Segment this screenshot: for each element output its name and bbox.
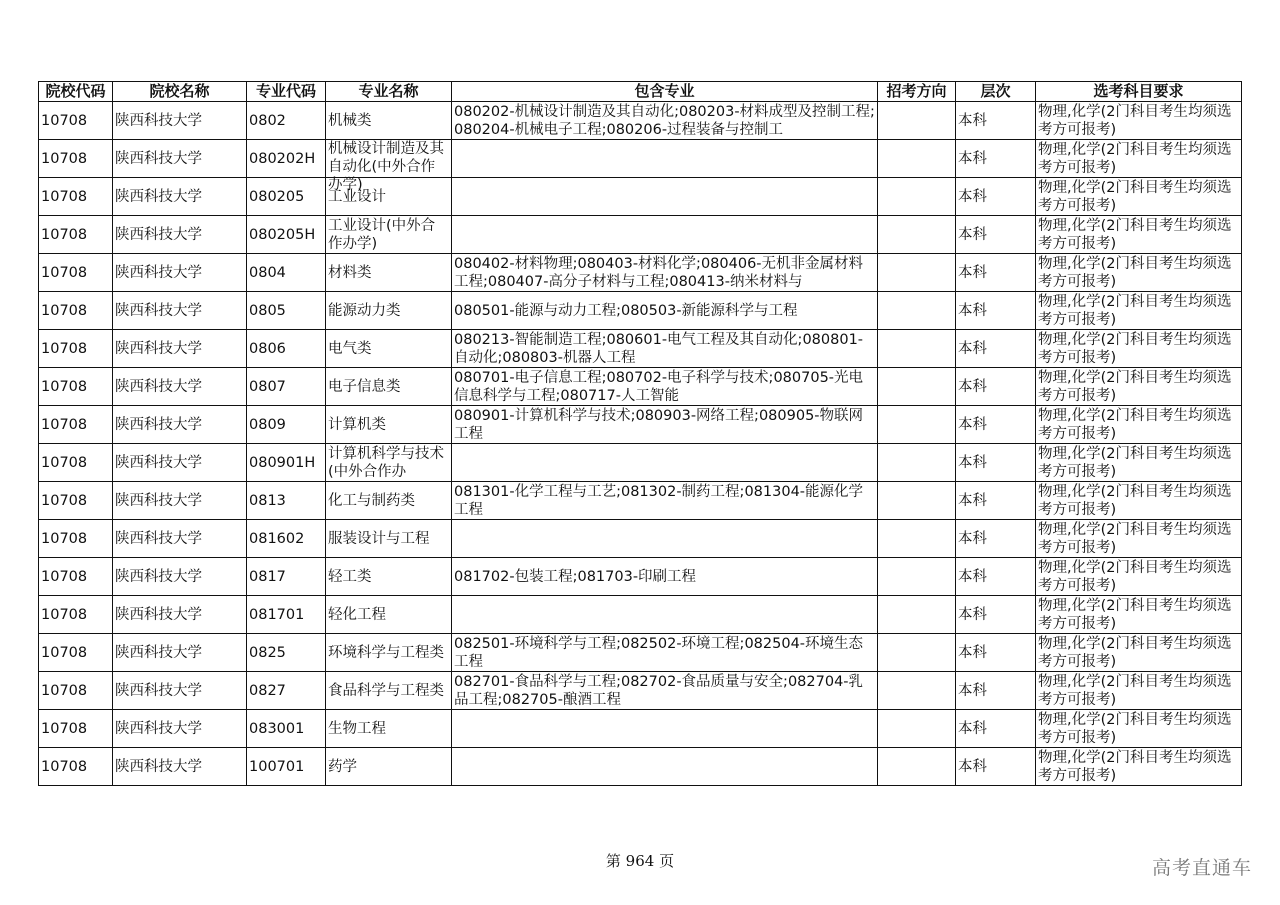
school-code-text: 10708 (41, 682, 88, 699)
major-name-text: 药学 (328, 758, 357, 775)
major-name-text: 轻工类 (328, 568, 372, 585)
school-code-text: 10708 (41, 112, 88, 129)
major-name-text: 材料类 (328, 264, 372, 281)
major-name-text: 生物工程 (328, 720, 386, 737)
included-majors-text: 082701-食品科学与工程;082702-食品质量与安全;082704-乳品工程;082705-酿酒工程 (454, 673, 864, 708)
major-name-text: 电子信息类 (328, 378, 401, 395)
subject-requirement-text: 物理,化学(2门科目考生均须选考方可报考) (1038, 597, 1232, 632)
direction-cell (878, 748, 956, 786)
school-name-cell (113, 178, 247, 216)
major-name-cell (326, 596, 452, 634)
level-cell (956, 634, 1036, 672)
school-code-text: 10708 (41, 226, 88, 243)
included-majors-cell (452, 748, 878, 786)
school-name-cell (113, 710, 247, 748)
school-code-cell (39, 102, 113, 140)
school-name-text: 陕西科技大学 (115, 568, 202, 585)
major-code-cell (247, 558, 326, 596)
school-code-text: 10708 (41, 606, 88, 623)
major-code-text: 0817 (249, 568, 286, 585)
school-name-cell (113, 216, 247, 254)
subject-requirement-text: 物理,化学(2门科目考生均须选考方可报考) (1038, 293, 1232, 328)
included-majors-cell (452, 672, 878, 710)
subject-requirement-cell (1036, 444, 1242, 482)
school-code-cell (39, 748, 113, 786)
school-code-cell (39, 482, 113, 520)
school-code-text: 10708 (41, 340, 88, 357)
level-text: 本科 (958, 188, 987, 205)
table-row (39, 520, 1242, 558)
school-name-text: 陕西科技大学 (115, 530, 202, 547)
subject-requirement-text: 物理,化学(2门科目考生均须选考方可报考) (1038, 179, 1232, 214)
subject-requirement-cell (1036, 254, 1242, 292)
subject-requirement-cell (1036, 330, 1242, 368)
page-number: 第 964 页 (605, 852, 675, 870)
included-majors-cell (452, 520, 878, 558)
subject-requirement-text: 物理,化学(2门科目考生均须选考方可报考) (1038, 369, 1232, 404)
school-name-text: 陕西科技大学 (115, 302, 202, 319)
subject-requirement-cell (1036, 216, 1242, 254)
level-text: 本科 (958, 644, 987, 661)
school-code-cell (39, 558, 113, 596)
school-code-text: 10708 (41, 530, 88, 547)
subject-requirement-text: 物理,化学(2门科目考生均须选考方可报考) (1038, 103, 1232, 138)
school-code-cell (39, 520, 113, 558)
major-code-text: 0806 (249, 340, 286, 357)
included-majors-text: 081702-包装工程;081703-印刷工程 (454, 568, 697, 585)
school-name-cell (113, 672, 247, 710)
school-name-text: 陕西科技大学 (115, 682, 202, 699)
table-body (39, 102, 1242, 786)
direction-cell (878, 178, 956, 216)
subject-requirement-text: 物理,化学(2门科目考生均须选考方可报考) (1038, 559, 1232, 594)
direction-cell (878, 672, 956, 710)
major-code-cell (247, 444, 326, 482)
major-name-cell (326, 558, 452, 596)
level-text: 本科 (958, 150, 987, 167)
subject-requirement-cell (1036, 634, 1242, 672)
school-name-cell (113, 140, 247, 178)
major-name-cell (326, 406, 452, 444)
major-name-cell (326, 520, 452, 558)
subject-requirement-cell (1036, 368, 1242, 406)
direction-cell (878, 254, 956, 292)
school-code-cell (39, 178, 113, 216)
level-cell (956, 748, 1036, 786)
table-row (39, 634, 1242, 672)
header-subject-requirement: 选考科目要求 (1036, 82, 1242, 102)
school-name-cell (113, 254, 247, 292)
major-code-cell (247, 102, 326, 140)
school-code-text: 10708 (41, 150, 88, 167)
subject-requirement-cell (1036, 672, 1242, 710)
major-name-cell (326, 444, 452, 482)
subject-requirement-cell (1036, 406, 1242, 444)
school-code-text: 10708 (41, 264, 88, 281)
major-code-cell (247, 596, 326, 634)
major-code-text: 0827 (249, 682, 286, 699)
major-name-cell (326, 368, 452, 406)
table-row (39, 672, 1242, 710)
level-cell (956, 482, 1036, 520)
major-name-text: 计算机类 (328, 416, 386, 433)
major-code-text: 0804 (249, 264, 286, 281)
major-name-text: 工业设计 (328, 188, 386, 205)
included-majors-cell (452, 216, 878, 254)
direction-cell (878, 406, 956, 444)
major-code-cell (247, 330, 326, 368)
major-code-cell (247, 254, 326, 292)
major-code-text: 100701 (249, 758, 305, 775)
school-code-text: 10708 (41, 454, 88, 471)
school-code-cell (39, 140, 113, 178)
included-majors-cell (452, 596, 878, 634)
included-majors-cell (452, 368, 878, 406)
major-name-text: 化工与制药类 (328, 492, 415, 509)
level-text: 本科 (958, 226, 987, 243)
school-code-text: 10708 (41, 188, 88, 205)
level-text: 本科 (958, 530, 987, 547)
included-majors-text: 080501-能源与动力工程;080503-新能源科学与工程 (454, 302, 798, 319)
table-row (39, 596, 1242, 634)
direction-cell (878, 292, 956, 330)
subject-requirement-text: 物理,化学(2门科目考生均须选考方可报考) (1038, 711, 1232, 746)
table-row (39, 482, 1242, 520)
direction-cell (878, 634, 956, 672)
school-code-cell (39, 368, 113, 406)
level-cell (956, 710, 1036, 748)
school-name-text: 陕西科技大学 (115, 378, 202, 395)
school-name-cell (113, 634, 247, 672)
included-majors-cell (452, 178, 878, 216)
subject-requirement-cell (1036, 520, 1242, 558)
included-majors-text: 080402-材料物理;080403-材料化学;080406-无机非金属材料工程;080407-高分子材料与工程;080413-纳米材料与 (454, 255, 864, 290)
table-row (39, 292, 1242, 330)
level-text: 本科 (958, 302, 987, 319)
level-cell (956, 406, 1036, 444)
school-code-cell (39, 254, 113, 292)
major-name-text: 服装设计与工程 (328, 530, 430, 547)
school-code-cell (39, 672, 113, 710)
major-name-cell (326, 140, 452, 193)
major-name-text: 机械类 (328, 112, 372, 129)
major-code-text: 0825 (249, 644, 286, 661)
table-row (39, 748, 1242, 786)
level-text: 本科 (958, 454, 987, 471)
school-name-cell (113, 368, 247, 406)
major-code-text: 080901H (249, 454, 316, 471)
included-majors-cell (452, 254, 878, 292)
included-majors-text: 080202-机械设计制造及其自动化;080203-材料成型及控制工程;080204-机械电子工程;080206-过程装备与控制工 (454, 103, 875, 138)
major-code-cell (247, 520, 326, 558)
school-name-text: 陕西科技大学 (115, 644, 202, 661)
subject-requirement-cell (1036, 482, 1242, 520)
major-code-cell (247, 368, 326, 406)
direction-cell (878, 102, 956, 140)
major-code-cell (247, 292, 326, 330)
school-code-text: 10708 (41, 758, 88, 775)
included-majors-cell (452, 102, 878, 140)
major-code-cell (247, 406, 326, 444)
subject-requirement-text: 物理,化学(2门科目考生均须选考方可报考) (1038, 445, 1232, 480)
included-majors-cell (452, 482, 878, 520)
major-code-text: 080202H (249, 150, 316, 167)
major-name-cell (326, 216, 452, 254)
major-code-cell (247, 482, 326, 520)
major-code-cell (247, 634, 326, 672)
school-name-cell (113, 520, 247, 558)
major-name-cell (326, 710, 452, 748)
subject-requirement-cell (1036, 178, 1242, 216)
table-row (39, 710, 1242, 748)
level-cell (956, 444, 1036, 482)
watermark-text: 高考直通车 (1151, 857, 1252, 879)
school-name-cell (113, 482, 247, 520)
admissions-table (38, 81, 1242, 786)
school-code-text: 10708 (41, 644, 88, 661)
level-text: 本科 (958, 264, 987, 281)
subject-requirement-text: 物理,化学(2门科目考生均须选考方可报考) (1038, 749, 1232, 784)
major-name-cell (326, 672, 452, 710)
school-code-cell (39, 216, 113, 254)
subject-requirement-cell (1036, 102, 1242, 140)
major-code-cell (247, 178, 326, 216)
included-majors-cell (452, 558, 878, 596)
major-name-cell (326, 748, 452, 786)
subject-requirement-text: 物理,化学(2门科目考生均须选考方可报考) (1038, 217, 1232, 252)
school-name-text: 陕西科技大学 (115, 416, 202, 433)
table-row (39, 254, 1242, 292)
major-name-cell (326, 330, 452, 368)
level-cell (956, 520, 1036, 558)
level-cell (956, 368, 1036, 406)
direction-cell (878, 216, 956, 254)
major-name-text: 食品科学与工程类 (328, 682, 444, 699)
major-code-text: 080205H (249, 226, 316, 243)
included-majors-cell (452, 634, 878, 672)
school-code-cell (39, 292, 113, 330)
major-name-text: 环境科学与工程类 (328, 644, 444, 661)
school-code-text: 10708 (41, 378, 88, 395)
subject-requirement-text: 物理,化学(2门科目考生均须选考方可报考) (1038, 483, 1232, 518)
major-name-text: 电气类 (328, 340, 372, 357)
included-majors-cell (452, 710, 878, 748)
major-name-text: 轻化工程 (328, 606, 386, 623)
subject-requirement-cell (1036, 748, 1242, 786)
header-major-code: 专业代码 (247, 82, 326, 102)
major-code-cell (247, 216, 326, 254)
level-cell (956, 558, 1036, 596)
level-cell (956, 216, 1036, 254)
level-text: 本科 (958, 378, 987, 395)
level-text: 本科 (958, 720, 987, 737)
table-row (39, 216, 1242, 254)
subject-requirement-text: 物理,化学(2门科目考生均须选考方可报考) (1038, 407, 1232, 442)
school-name-text: 陕西科技大学 (115, 606, 202, 623)
school-name-text: 陕西科技大学 (115, 226, 202, 243)
major-name-text: 能源动力类 (328, 302, 401, 319)
subject-requirement-cell (1036, 596, 1242, 634)
header-level: 层次 (956, 82, 1036, 102)
major-name-cell (326, 102, 452, 140)
major-name-cell (326, 482, 452, 520)
major-code-text: 0809 (249, 416, 286, 433)
school-name-cell (113, 292, 247, 330)
major-code-cell (247, 710, 326, 748)
table-row (39, 330, 1242, 368)
subject-requirement-cell (1036, 292, 1242, 330)
subject-requirement-text: 物理,化学(2门科目考生均须选考方可报考) (1038, 141, 1232, 176)
school-name-text: 陕西科技大学 (115, 758, 202, 775)
school-name-text: 陕西科技大学 (115, 720, 202, 737)
table-row (39, 368, 1242, 406)
table-row (39, 406, 1242, 444)
school-name-text: 陕西科技大学 (115, 264, 202, 281)
school-name-text: 陕西科技大学 (115, 112, 202, 129)
table-header-row (39, 82, 1242, 102)
school-code-text: 10708 (41, 492, 88, 509)
subject-requirement-text: 物理,化学(2门科目考生均须选考方可报考) (1038, 255, 1232, 290)
school-name-cell (113, 748, 247, 786)
level-cell (956, 672, 1036, 710)
major-code-text: 0813 (249, 492, 286, 509)
major-code-cell (247, 748, 326, 786)
major-code-text: 083001 (249, 720, 305, 737)
included-majors-cell (452, 140, 878, 178)
direction-cell (878, 596, 956, 634)
level-text: 本科 (958, 606, 987, 623)
school-name-text: 陕西科技大学 (115, 340, 202, 357)
direction-cell (878, 558, 956, 596)
school-name-cell (113, 444, 247, 482)
subject-requirement-text: 物理,化学(2门科目考生均须选考方可报考) (1038, 635, 1232, 670)
level-cell (956, 330, 1036, 368)
major-name-cell (326, 292, 452, 330)
direction-cell (878, 444, 956, 482)
level-cell (956, 140, 1036, 178)
major-name-cell (326, 254, 452, 292)
included-majors-cell (452, 330, 878, 368)
direction-cell (878, 140, 956, 178)
level-text: 本科 (958, 492, 987, 509)
school-name-cell (113, 596, 247, 634)
level-cell (956, 178, 1036, 216)
major-name-text: 机械设计制造及其自动化(中外合作办学) (328, 141, 444, 193)
major-code-text: 081701 (249, 606, 305, 623)
direction-cell (878, 710, 956, 748)
included-majors-cell (452, 292, 878, 330)
major-code-cell (247, 140, 326, 178)
table-row (39, 558, 1242, 596)
school-code-cell (39, 406, 113, 444)
major-code-text: 0807 (249, 378, 286, 395)
major-code-text: 080205 (249, 188, 305, 205)
school-code-text: 10708 (41, 720, 88, 737)
direction-cell (878, 368, 956, 406)
school-code-text: 10708 (41, 416, 88, 433)
level-text: 本科 (958, 112, 987, 129)
subject-requirement-cell (1036, 558, 1242, 596)
major-code-text: 0802 (249, 112, 286, 129)
school-name-text: 陕西科技大学 (115, 492, 202, 509)
school-code-cell (39, 710, 113, 748)
subject-requirement-text: 物理,化学(2门科目考生均须选考方可报考) (1038, 673, 1232, 708)
level-text: 本科 (958, 416, 987, 433)
level-cell (956, 292, 1036, 330)
included-majors-text: 080213-智能制造工程;080601-电气工程及其自动化;080801-自动化;080803-机器人工程 (454, 331, 864, 366)
major-code-cell (247, 672, 326, 710)
major-name-text: 计算机科学与技术(中外合作办 (328, 445, 444, 480)
subject-requirement-text: 物理,化学(2门科目考生均须选考方可报考) (1038, 521, 1232, 556)
included-majors-cell (452, 406, 878, 444)
included-majors-text: 080901-计算机科学与技术;080903-网络工程;080905-物联网工程 (454, 407, 864, 442)
school-name-cell (113, 330, 247, 368)
school-name-cell (113, 558, 247, 596)
school-name-cell (113, 102, 247, 140)
direction-cell (878, 482, 956, 520)
school-name-text: 陕西科技大学 (115, 150, 202, 167)
included-majors-text: 081301-化学工程与工艺;081302-制药工程;081304-能源化学工程 (454, 483, 864, 518)
subject-requirement-cell (1036, 140, 1242, 178)
subject-requirement-cell (1036, 710, 1242, 748)
table-row (39, 102, 1242, 140)
table-row (39, 178, 1242, 216)
header-direction: 招考方向 (878, 82, 956, 102)
level-text: 本科 (958, 758, 987, 775)
subject-requirement-text: 物理,化学(2门科目考生均须选考方可报考) (1038, 331, 1232, 366)
level-text: 本科 (958, 682, 987, 699)
header-school-name: 院校名称 (113, 82, 247, 102)
school-name-text: 陕西科技大学 (115, 188, 202, 205)
school-name-cell (113, 406, 247, 444)
school-code-cell (39, 596, 113, 634)
table-row (39, 140, 1242, 178)
table-row (39, 444, 1242, 482)
major-code-text: 081602 (249, 530, 305, 547)
school-code-cell (39, 330, 113, 368)
header-included-majors: 包含专业 (452, 82, 878, 102)
header-school-code: 院校代码 (39, 82, 113, 102)
header-major-name: 专业名称 (326, 82, 452, 102)
major-name-text: 工业设计(中外合作办学) (328, 217, 436, 252)
included-majors-text: 080701-电子信息工程;080702-电子科学与技术;080705-光电信息科学与工程;080717-人工智能 (454, 369, 864, 404)
level-text: 本科 (958, 340, 987, 357)
school-code-cell (39, 444, 113, 482)
direction-cell (878, 330, 956, 368)
level-cell (956, 254, 1036, 292)
included-majors-text: 082501-环境科学与工程;082502-环境工程;082504-环境生态工程 (454, 635, 864, 670)
included-majors-cell (452, 444, 878, 482)
level-text: 本科 (958, 568, 987, 585)
school-code-cell (39, 634, 113, 672)
direction-cell (878, 520, 956, 558)
level-cell (956, 596, 1036, 634)
major-name-cell (326, 634, 452, 672)
school-code-text: 10708 (41, 302, 88, 319)
school-name-text: 陕西科技大学 (115, 454, 202, 471)
major-code-text: 0805 (249, 302, 286, 319)
school-code-text: 10708 (41, 568, 88, 585)
level-cell (956, 102, 1036, 140)
